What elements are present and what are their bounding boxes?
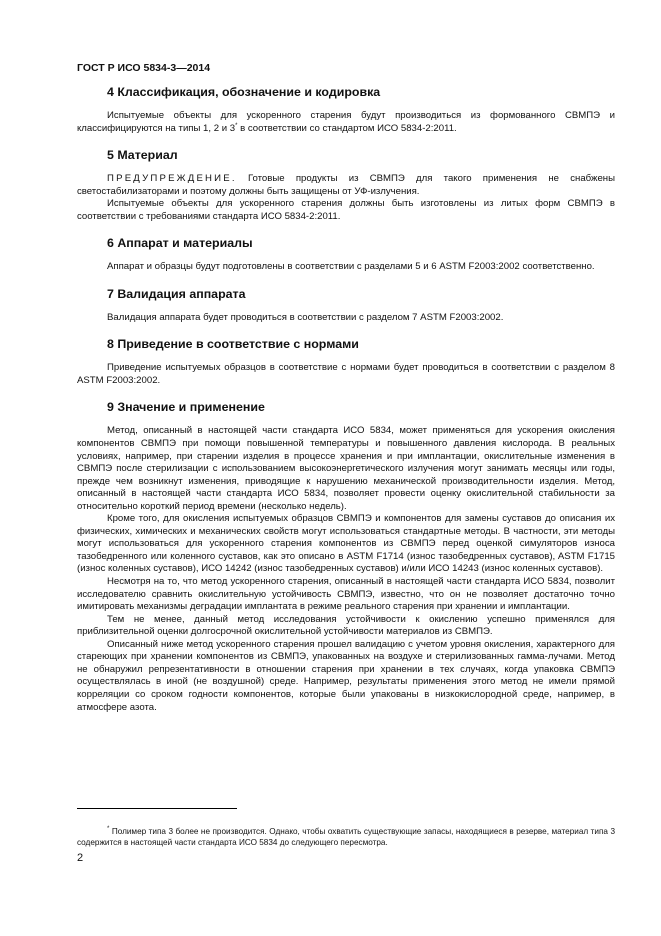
warning-label: ПРЕДУПРЕЖДЕНИЕ.: [107, 173, 237, 185]
section-9-paragraph-4: Тем не менее, данный метод исследования устойчивости к окислению успешно применялся для приблизительной оценки долгосрочной окислительной устойчивости материалов из СВМПЭ.: [77, 613, 615, 638]
section-6-paragraph: Аппарат и образцы будут подготовлены в соответствии с разделами 5 и 6 ASTM F2003:2002 соответственно.: [107, 261, 595, 273]
footnote-marker: *: [107, 826, 110, 832]
section-7: [77, 286, 615, 325]
section-5-title: 5 Материал: [107, 148, 178, 163]
document-code: ГОСТ Р ИСО 5834-3—2014: [77, 62, 211, 74]
page-number: 2: [77, 852, 84, 864]
footnote-divider: [77, 808, 237, 809]
section-9-paragraph-1: Метод, описанный в настоящей части стандарта ИСО 5834, может применяться для ускорения окисления компонентов СВМПЭ при помощи повышенной температуры и повышенного давления кислорода. В реальных условиях, например, при старении изделия в процессе хранения и при имплантации, окислительные изменения в СВМПЭ после стерилизации с использованием высокоэнергетического излучения могут занимать месяцы или годы, прежде чем возникнут изменения, приводящие к нарушению механической производительности изделия. Метод, описанный в настоящей части стандарта ИСО 5834, позволяет провести оценку окислительной стабильности за относительно короткий период времени (несколько недель).: [77, 425, 615, 512]
section-7-paragraph: Валидация аппарата будет проводиться в соответствии с разделом 7 ASTM F2003:2002.: [107, 311, 504, 323]
section-9-title: 9 Значение и применение: [107, 400, 265, 415]
footnote-reference: *: [235, 122, 238, 129]
section-7-title: 7 Валидация аппарата: [107, 286, 246, 301]
section-5: [77, 147, 615, 223]
document-body: [77, 84, 615, 726]
section-4-title: 4 Классификация, обозначение и кодировка: [107, 85, 381, 99]
section-9-paragraph-2: Кроме того, для окисления испытуемых образцов СВМПЭ и компонентов для замены суставов до описания их физических, химических и механических свойств могут использоваться стандартные методы. В частности, эти методы могут использоваться для ускоренного старения компонентов из СВМПЭ перед оценкой симуляторов износа тазобедренного или коленного суставов, как это описано в ASTM F1714 (износ тазобедренных суставов), ASTM F1715 (износ коленных суставов), ИСО 14242 (износ тазобедренных суставов) и/или ИСО 14243 (износ коленных суставов).: [77, 513, 615, 575]
section-6-title: 6 Аппарат и материалы: [107, 236, 253, 251]
section-5-paragraph: Испытуемые объекты для ускоренного старения должны быть изготовлены из литых форм СВМПЭ в соответствии с требованиями стандарта ИСО 5834-2:2011.: [77, 198, 615, 222]
warning-paragraph: ПРЕДУПРЕЖДЕНИЕ. Готовые продукты из СВМПЭ для такого применения не снабжены светостабилизаторами и поэтому должны быть защищены от УФ-излучения.: [77, 173, 615, 197]
footnote: * Полимер типа 3 более не производится. Однако, чтобы охватить существующие запасы, находящиеся в резерве, материал типа 3 содержится в настоящей части стандарта ИСО 5834 до следующего пересмотра.: [77, 826, 615, 847]
section-4-paragraph: Испытуемые объекты для ускоренного старения будут производиться из формованного СВМПЭ и классифицируются на типы 1, 2 и 3* в соответствии со стандартом ИСО 5834-2:2011.: [77, 110, 615, 134]
section-9-paragraph-5: Описанный ниже метод ускоренного старения прошел валидацию с учетом уровня окисления, характерного для стареющих при хранении компонентов из СВМПЭ, упакованных на воздухе и стерилизованных гамма-лучами. Метод не обнаружил репрезентативности в отношении старения при хранении в тех случаях, когда упаковка СВМПЭ осуществлялась в иной (не воздушной) среде. Например, результаты применения этого метод не имели прямой корреляции со сроком годности компонентов, которые были упакованы в низкокислородной среде, например, в атмосфере азота.: [77, 638, 615, 713]
section-4: [77, 84, 615, 135]
section-9-paragraph-3: Несмотря на то, что метод ускоренного старения, описанный в настоящей части стандарта ИСО 5834, позволит исследователю сравнить окислительную устойчивость СВМПЭ, известно, что он не позволяет достаточно точно имитировать механизмы деградации имплантата в режиме реального старения при хранении и имплантации.: [77, 576, 615, 613]
section-8: [77, 336, 615, 387]
section-8-paragraph: Приведение испытуемых образцов в соответствие с нормами будет проводиться в соответствии с разделом 8 ASTM F2003:2002.: [77, 362, 615, 386]
section-9: [77, 399, 615, 714]
section-6: [77, 235, 615, 274]
section-8-title: 8 Приведение в соответствие с нормами: [107, 337, 359, 352]
